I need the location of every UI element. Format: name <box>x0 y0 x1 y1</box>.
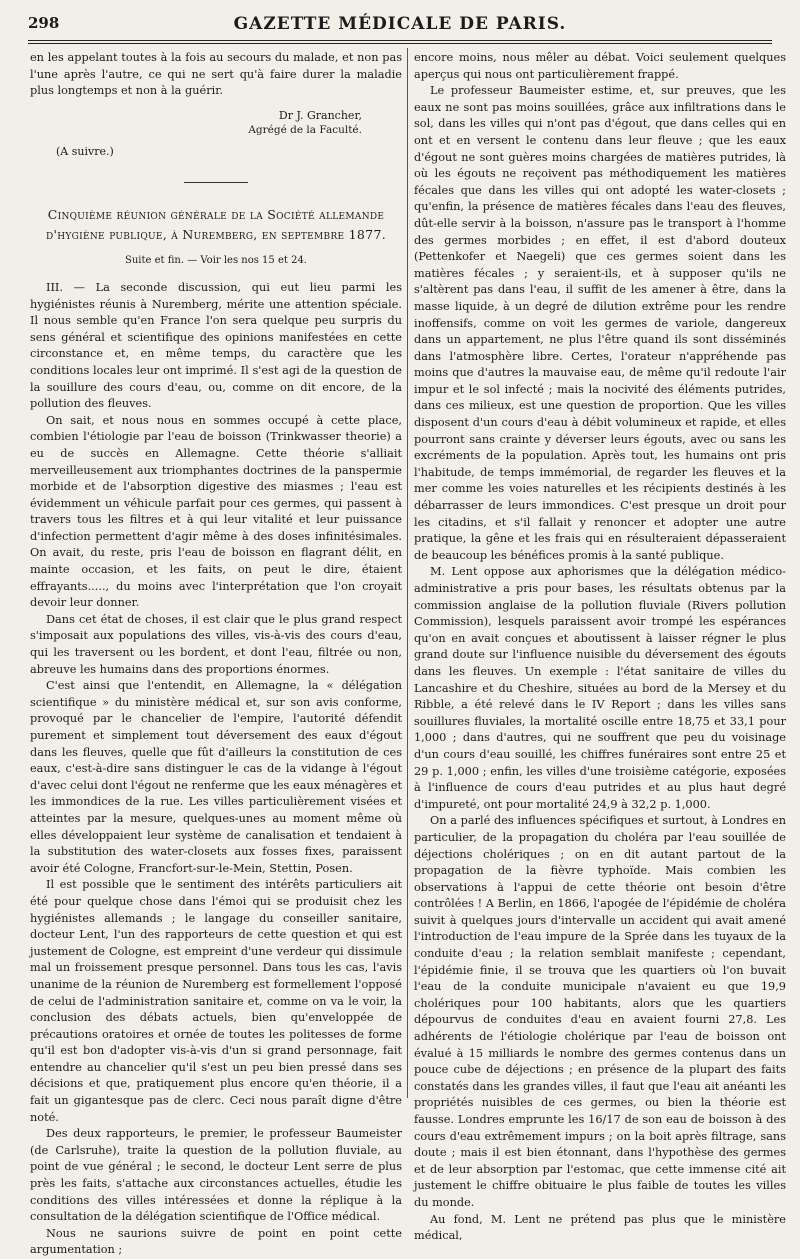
paragraph: Au fond, M. Lent ne prétend pas plus que le ministère médical, <box>414 1212 786 1243</box>
paragraph: C'est ainsi que l'entendit, en Allemagne, la « délégation scientifique » du ministère médical et, sur son avis conforme, provoqué par le chancelier de l'empire, l'autorité défendit purement et simplement tout déversement des eaux d'égout dans les fleuves, quelle que fût d'ailleurs la constitution de ces eaux, c'est-à-dire sans distinguer le cas de la vidange à l'égout d'avec celui dont l'égout ne renferme que les eaux ménagères et les immondices de la rue. Les villes particulièrement visées et atteintes par la mesure, quelques-unes au moment même où elles développaient leur système de canalisation et tendaient à la substitution des water-closets aux fosses fixes, paraissent avoir été Cologne, Francfort-sur-le-Mein, Stettin, Posen. <box>30 679 402 875</box>
page-number: 298 <box>28 14 60 32</box>
section-title-line-2: d'hygiène publique, à Nuremberg, en septembre 1877. <box>46 227 386 243</box>
signature-name: Dr J. Grancher, <box>278 108 362 122</box>
paragraph: Il est possible que le sentiment des intérêts particuliers ait été pour quelque chose dans l'émoi qui se produisit chez les hygiénistes allemands ; le langage du conseiller sanitaire, docteur Lent, l'un des rapporteurs de cette question et qui est justement de Cologne, est empreint d'une verdeur qui dissimule mal un froissement presque personnel. Dans tous les cas, l'avis unanime de la réunion de Nuremberg est formellement l'opposé de celui de l'administration sanitaire et, comme on va le voir, la conclusion des débats actuels, bien qu'enveloppée de précautions oratoires et ornée de toutes les politesses de forme qu'il est bon d'adopter vis-à-vis d'un si grand personnage, fait entendre au chancelier qu'il s'est un peu bien pressé dans ses décisions et que, pratiquement plus encore qu'en théorie, il a fait un gigantesque pas de clerc. Ceci nous paraît digne d'être noté. <box>30 878 402 1124</box>
continuation-note: Suite et fin. — Voir les nos 15 et 24. <box>125 255 307 267</box>
paragraph: M. Lent oppose aux aphorismes que la délégation médico-administrative a pris pour bases, les résultats obtenus par la commission anglaise de la pollution fluviale (Rivers pollution Commission), lesquels paraissent avoir trompé les espérances qu'on en avait conçues et aboutissent à laisser régner le plus grand doute sur l'influence nuisible du déversement des égouts dans les fleuves. Un exemple : l'état sanitaire de villes du Lancashire et du Cheshire, situées au bord de la Mersey et du Ribble, a été relevé dans le IV Report ; dans les villes sans souillures fluviales, la mortalité oscille entre 18,75 et 33,1 pour 1,000 ; dans d'autres, qui ne souffrent que peu du voisinage d'un cours d'eau souillé, les chiffres funéraires sont entre 25 et 29 p. 1,000 ; enfin, les villes d'une troisième catégorie, exposées à l'influence de cours d'eau putrides et au plus haut degré d'impureté, ont pour mortalité 24,9 à 32,2 p. 1,000. <box>414 565 786 811</box>
paragraph: Dans cet état de choses, il est clair que le plus grand respect s'imposait aux populations des villes, vis-à-vis des cours d'eau, qui les traversent ou les bordent, et dont l'eau, filtrée ou non, abreuve les humains dans des proportions énormes. <box>30 612 402 676</box>
right-column <box>414 50 786 1245</box>
paragraph: encore moins, nous mêler au débat. Voici seulement quelques aperçus qui nous ont particulièrement frappé. <box>414 51 786 81</box>
page-header <box>28 14 772 38</box>
paragraph: en les appelant toutes à la fois au secours du malade, et non pas l'une après l'autre, ce qui ne sert qu'à faire durer la maladie plus longtemps et non à la guérir. <box>30 51 402 98</box>
paragraph: On sait, et nous nous en sommes occupé à cette place, combien l'étiologie par l'eau de boisson (Trinkwasser theorie) a eu de succès en Allemagne. Cette théorie s'alliait merveilleusement aux triomphantes doctrines de la panspermie morbide et de l'absorption digestive des miasmes ; l'eau est évidemment un véhicule parfait pour ces germes, qui passent à travers tous les filtres et à qui leur vitalité et leur puissance d'infection permettent d'agir même à des doses infinitésimales. On avait, du reste, pris l'eau de boisson en flagrant délit, en mainte occasion, et les faits, on peut le dire, étaient effrayants....., du moins avec l'interprétation que l'on croyait devoir leur donner. <box>30 413 402 610</box>
paragraph: III. — La seconde discussion, qui eut lieu parmi les hygiénistes réunis à Nuremberg, mérite une attention spéciale. Il nous semble qu'en France l'on sera quelque peu surpris du sens général et scientifique des opinions manifestées en cette circonstance et, en même temps, du caractère que les conditions locales leur ont imprimé. Il s'est agi de la question de la souillure des cours d'eau, ou, comme on dit encore, de la pollution des fleuves. <box>30 280 402 411</box>
header-rule <box>28 40 772 44</box>
section-divider <box>184 182 248 183</box>
signature-title: Agrégé de la Faculté. <box>248 123 362 136</box>
to-be-continued: (A suivre.) <box>56 144 114 158</box>
paragraph: Le professeur Baumeister estime, et, sur preuves, que les eaux ne sont pas moins souillées, grâce aux infiltrations dans le sol, dans les villes qui n'ont pas d'égout, que dans celles qui en ont et en versent le contenu dans leur fleuve ; que les eaux d'égout ne sont guères moins chargées de matières putrides, là où les égouts ne reçoivent pas méthodiquement les matières fécales que dans les villes qui ont adopté les water-closets ; qu'enfin, la présence de matières fécales dans l'eau des fleuves, dût-elle servir à la boisson, n'assure pas le transport à l'homme des germes morbides ; en effet, il est d'abord douteux (Pettenkofer et Naegeli) que ces germes soient dans les matières fécales ; y seraient-ils, et à supposer qu'ils ne s'altèrent pas dans l'eau, il suffit de les amener à être, dans la masse liquide, à un degré de dilution extrême pour les rendre inoffensifs, comme on voit les germes de variole, dangereux dans un appartement, ne plus l'être quand ils sont disséminés dans l'atmosphère libre. Certes, l'orateur n'appréhende pas moins que d'autres la mauvaise eau, de même qu'il redoute l'air impur et le sol infecté ; mais la nocivité des éléments putrides, dans ces milieux, est une question de proportion. Que les villes disposent d'un cours d'eau à débit volumineux et rapide, et elles pourront sans crainte y déverser leurs égouts, avec ou sans les excréments de la population. Après tout, les humains ont pris l'habitude, de temps immémorial, de regarder les fleuves et la mer comme les voies naturelles et les récipients destinés à les débarrasser de leurs immondices. C'est presque un droit pour les citadins, et s'il fallait y renoncer et adopter une autre pratique, la gêne et les frais qui en résulteraient dépasseraient de beaucoup les bénéfices promis à la santé publique. <box>414 84 786 562</box>
section-title-line-1: Cinquième réunion générale de la Société allemande <box>47 207 385 223</box>
section-title <box>30 205 402 245</box>
left-column <box>30 50 402 1259</box>
column-divider <box>407 48 408 1098</box>
paragraph: On a parlé des influences spécifiques et surtout, à Londres en particulier, de la propagation du choléra par l'eau souillée de déjections cholériques ; on en dit autant partout de la propagation de la fièvre typhoïde. Mais combien les observations à l'appui de cette théorie ont besoin d'être contrôlées ! A Berlin, en 1866, l'apogée de l'épidémie de choléra suivit à quelques jours d'intervalle un accident qui avait amené l'introduction de l'eau impure de la Sprée dans les tuyaux de la conduite d'eau ; la relation semblait manifeste ; cependant, l'épidémie finie, il se trouva que les quartiers où l'on buvait l'eau de la conduite municipale n'avaient eu que 19,9 cholériques pour 100 habitants, alors que les quartiers dépourvus de conduites d'eau en avaient fourni 27,8. Les adhérents de l'étiologie cholérique par l'eau de boisson ont évalué à 15 milliards le nombre des germes contenus dans un pouce cube de déjections ; en présence de la plupart des faits constatés dans les grandes villes, il faut que l'eau ait anéanti les propriétés nuisibles de ces germes, ou bien la théorie est fausse. Londres emprunte les 16/17 de son eau de boisson à des cours d'eau extrêmement impurs ; on la boit après filtrage, sans doute ; mais il est bien étonnant, dans l'hypothèse des germes et de leur absorption par l'estomac, que cette immense cité ait justement le chiffre obituaire le plus faible de toutes les villes du monde. <box>414 814 786 1209</box>
journal-title: GAZETTE MÉDICALE DE PARIS. <box>233 14 567 34</box>
paragraph: Nous ne saurions suivre de point en point cette argumentation ; <box>30 1226 402 1257</box>
paragraph: Des deux rapporteurs, le premier, le professeur Baumeister (de Carlsruhe), traite la question de la pollution fluviale, au point de vue général ; le second, le docteur Lent serre de plus près les faits, s'attache aux circonstances actuelles, étudie les conditions des villes intéressées et donne la réplique à la consultation de la délégation scientifique de l'Office médical. <box>30 1127 402 1224</box>
